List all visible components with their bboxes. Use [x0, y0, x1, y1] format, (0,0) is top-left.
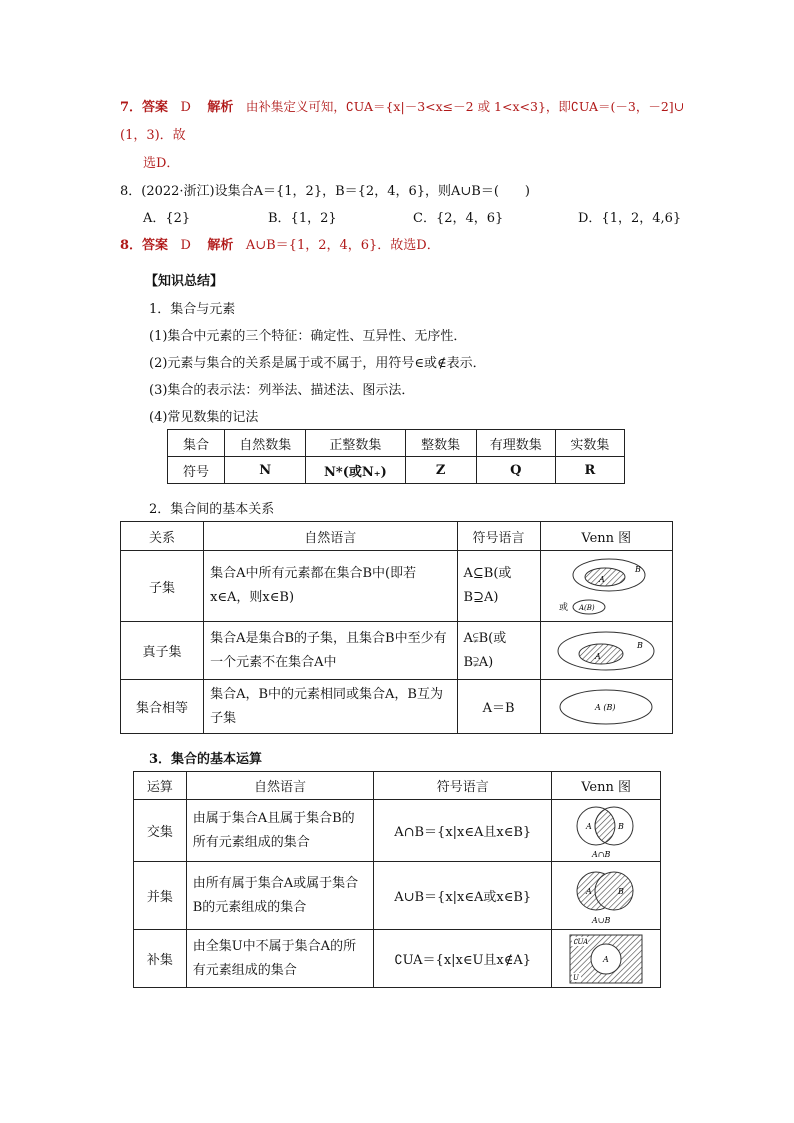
q8-answer-text: A∪B＝{1，2，4，6}．故选D．	[245, 238, 440, 253]
q8-answer-label: 8．答案	[120, 238, 169, 253]
venn-union	[552, 862, 661, 930]
q8-stem: 8．(2022·浙江)设集合A＝{1，2}，B＝{2，4，6}，则A∪B＝( )	[120, 184, 530, 199]
table-cell: 自然语言	[204, 522, 457, 551]
table-cell: A＝B	[457, 680, 540, 734]
table-row	[134, 862, 661, 930]
venn-complement	[552, 930, 661, 988]
section3-title: 3．集合的基本运算	[149, 752, 263, 767]
table-cell: 真子集	[121, 622, 204, 680]
table-cell: 符号	[168, 457, 225, 484]
section1-title: 1．集合与元素	[149, 302, 236, 317]
table-cell: Q	[476, 457, 555, 484]
q7-jiexi: 解析	[207, 100, 234, 115]
venn-label-ab: A (B)	[595, 702, 616, 712]
table-cell: 符号语言	[374, 772, 552, 800]
q7-answer: D	[180, 100, 191, 115]
venn-label-a: A	[603, 954, 609, 964]
table-row	[121, 680, 673, 734]
venn-label-a: A	[599, 575, 606, 584]
table-cell: Z	[405, 457, 476, 484]
q8-answer: D	[180, 238, 191, 253]
venn-caption: A∩B	[592, 849, 611, 859]
q8-option-c: C．{2，4，6}	[413, 211, 504, 226]
table-cell: Venn 图	[552, 772, 661, 800]
table-cell: 由所有属于集合A或属于集合B的元素组成的集合	[186, 862, 374, 930]
venn-label-b: B	[637, 640, 644, 650]
q8-option-d: D．{1，2，4,6}	[578, 211, 682, 226]
table-cell: ∁UA＝{x|x∈U且x∉A}	[374, 930, 552, 988]
table-row	[134, 772, 661, 800]
table-row	[134, 800, 661, 862]
venn-intersection-diagram	[566, 802, 646, 860]
number-sets-table	[167, 429, 625, 484]
summary-p3: (3)集合的表示法：列举法、描述法、图示法．	[149, 383, 415, 398]
venn-equal-diagram	[551, 686, 661, 728]
q8-option-a: A．{2}	[143, 211, 191, 226]
q7-answer-label: 7．答案	[120, 100, 169, 115]
venn-proper-subset-diagram	[551, 628, 661, 674]
venn-complement-diagram	[568, 933, 644, 985]
summary-p1: (1)集合中元素的三个特征：确定性、互异性、无序性．	[149, 329, 467, 344]
table-row	[121, 622, 673, 680]
table-cell: A∪B＝{x|x∈A或x∈B}	[374, 862, 552, 930]
q8-options	[143, 207, 683, 227]
venn-label-a: A	[586, 886, 592, 896]
summary-p4: (4)常见数集的记法	[149, 410, 259, 425]
table-row	[121, 551, 673, 622]
q7-line1	[120, 96, 684, 115]
table-cell: 由属于集合A且属于集合B的所有元素组成的集合	[186, 800, 374, 862]
venn-equal	[540, 680, 672, 734]
venn-label-b: B	[618, 821, 624, 831]
table-cell: 集合A是集合B的子集，且集合B中至少有一个元素不在集合A中	[204, 622, 457, 680]
table-cell: 整数集	[405, 430, 476, 457]
table-cell: 正整数集	[306, 430, 405, 457]
table-cell: A⊆B(或B⊇A)	[457, 551, 540, 622]
table-cell: 自然语言	[186, 772, 374, 800]
section2-title: 2．集合间的基本关系	[149, 502, 275, 517]
table-cell: N*(或N₊)	[306, 457, 405, 484]
table-cell: 交集	[134, 800, 187, 862]
venn-caption: ∁UA	[573, 937, 589, 946]
venn-union-diagram	[566, 866, 646, 926]
table-cell: 补集	[134, 930, 187, 988]
table-cell: 自然数集	[225, 430, 306, 457]
table-cell: 有理数集	[476, 430, 555, 457]
table-cell: 集合	[168, 430, 225, 457]
venn-label-a: A	[595, 651, 602, 661]
table-row	[121, 522, 673, 551]
q8-answer-line	[120, 234, 440, 253]
venn-subset-diagram	[551, 555, 661, 617]
table-cell: R	[555, 457, 624, 484]
table-cell: 并集	[134, 862, 187, 930]
venn-caption: A∪B	[592, 915, 611, 925]
q7-text2: (1，3)．故	[120, 128, 186, 143]
table-cell: 由全集U中不属于集合A的所有元素组成的集合	[186, 930, 374, 988]
table-cell: Venn 图	[540, 522, 672, 551]
table-row	[168, 457, 625, 484]
venn-intersection	[552, 800, 661, 862]
table-row	[134, 930, 661, 988]
table-cell: 子集	[121, 551, 204, 622]
venn-label-ab: A(B)	[579, 604, 595, 612]
q7-text1: 由补集定义可知，∁UA＝{x|－3<x≤－2 或 1<x<3}，即∁UA＝(－3，－2]∪	[245, 99, 685, 114]
venn-label-u: U	[573, 973, 579, 982]
table-row	[168, 430, 625, 457]
relations-table	[120, 521, 673, 734]
venn-label-b: B	[635, 565, 642, 574]
table-cell: 集合相等	[121, 680, 204, 734]
table-cell: 实数集	[555, 430, 624, 457]
table-cell: A⫋B(或B⫌A)	[457, 622, 540, 680]
table-cell: 关系	[121, 522, 204, 551]
q8-jiexi: 解析	[207, 238, 234, 253]
venn-label-b: B	[618, 886, 624, 896]
summary-heading: 【知识总结】	[145, 274, 224, 289]
table-cell: 集合A中所有元素都在集合B中(即若x∈A，则x∈B)	[204, 551, 457, 622]
venn-or-label: 或	[559, 603, 569, 613]
table-cell: A∩B＝{x|x∈A且x∈B}	[374, 800, 552, 862]
table-cell: N	[225, 457, 306, 484]
operations-table	[133, 771, 661, 988]
table-cell: 集合A，B中的元素相同或集合A，B互为子集	[204, 680, 457, 734]
venn-proper-subset	[540, 622, 672, 680]
q8-option-b: B．{1，2}	[268, 211, 337, 226]
summary-p2: (2)元素与集合的关系是属于或不属于，用符号∈或∉表示．	[149, 356, 486, 371]
venn-subset	[540, 551, 672, 622]
table-cell: 符号语言	[457, 522, 540, 551]
venn-label-a: A	[586, 821, 592, 831]
table-cell: 运算	[134, 772, 187, 800]
q7-text3: 选D．	[143, 156, 180, 171]
